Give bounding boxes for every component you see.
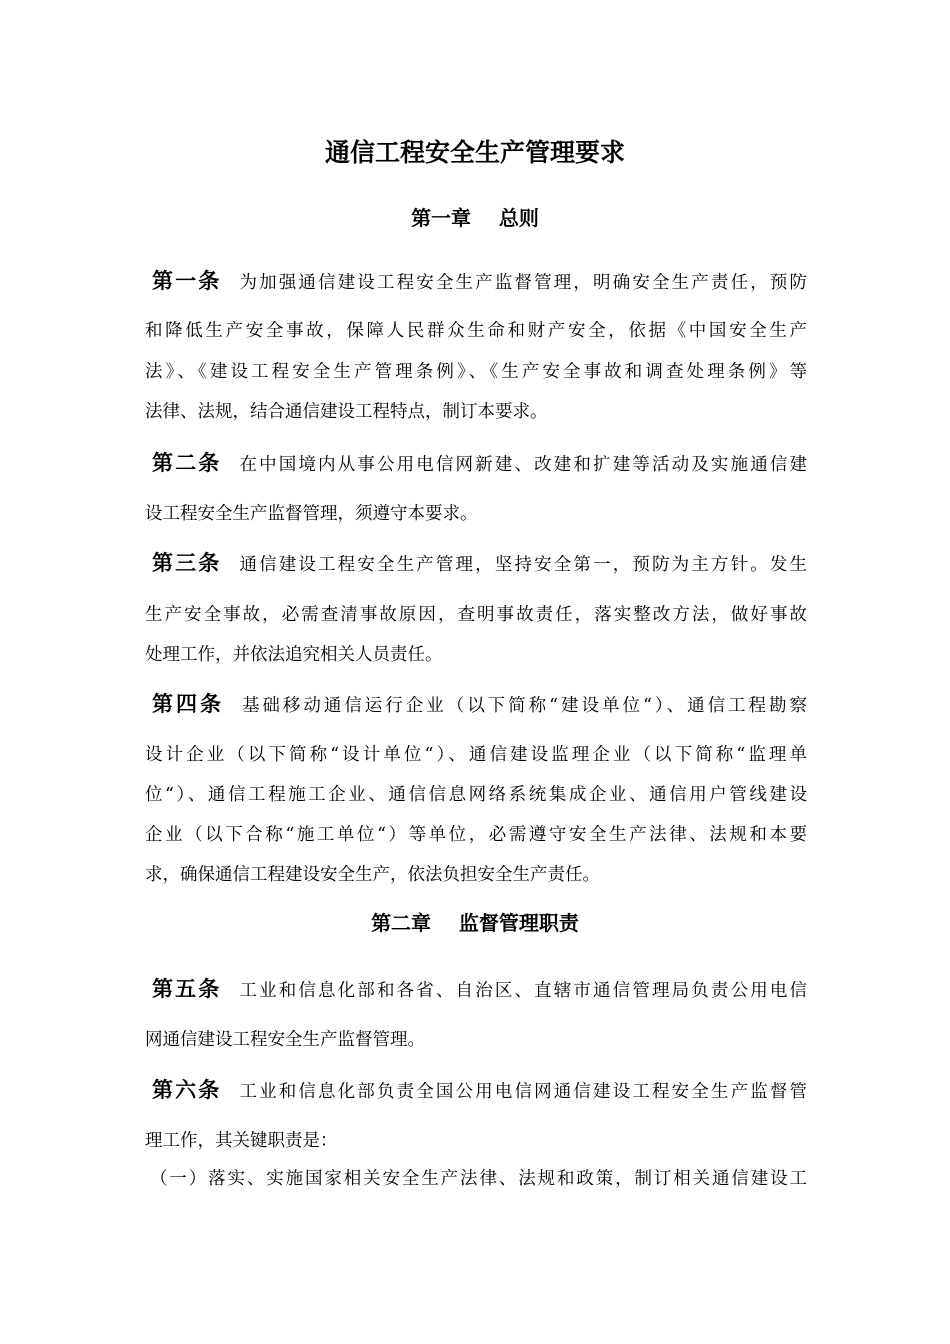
article-6-text-1: 工业和信息化部负责全国公用电信网通信建设工程安全生产监督管 [239,1082,807,1102]
article-1-text-1: 为加强通信建设工程安全生产监督管理，明确安全生产责任，预防 [239,273,807,293]
article-1-label: 第一条 [152,268,222,293]
article-6-line-1 [152,1077,807,1105]
article-4-line-1 [152,691,807,719]
article-5-line-1 [152,976,807,1004]
article-1-line-2: 和降低生产安全事故，保障人民群众生命和财产安全，依据《中国安全生产 [145,321,807,341]
article-1-line-1 [152,268,807,296]
article-3-label: 第三条 [152,550,222,575]
article-2-line-2: 设工程安全生产监督管理，须遵守本要求。 [145,504,478,524]
article-3-line-2: 生产安全事故，必需查清事故原因，查明事故责任，落实整改方法，做好事故 [145,605,807,625]
article-2-line-1 [152,450,807,478]
article-2-label: 第二条 [152,450,222,475]
article-4-text-1: 基础移动通信运行企业（以下简称“建设单位“）、通信工程勘察 [241,696,807,716]
article-5-label: 第五条 [152,976,222,1001]
article-6-label: 第六条 [152,1077,222,1102]
article-4-line-5: 求，确保通信工程建设安全生产，依法负担安全生产责任。 [145,865,600,885]
list-item-1-line-1: （一）落实、实施国家相关安全生产法律、法规和政策，制订相关通信建设工 [150,1169,807,1189]
article-1-line-4: 法律、法规，结合通信建设工程特点，制订本要求。 [145,402,548,422]
article-6-line-2: 理工作，其关键职责是： [145,1131,338,1151]
article-4-line-4: 企业（以下合称“施工单位“）等单位，必需遵守安全生产法律、法规和本要 [145,825,807,845]
article-5-line-2: 网通信建设工程安全生产监督管理。 [145,1030,425,1050]
article-3-line-3: 处理工作，并依法追究相关人员责任。 [145,645,443,665]
article-5-text-1: 工业和信息化部和各省、自治区、直辖市通信管理局负责公用电信 [239,981,807,1001]
article-4-line-2: 设计企业（以下简称“设计单位“）、通信建设监理企业（以下简称“监理单 [145,745,807,765]
article-3-line-1 [152,550,807,578]
chapter-heading-2: 第二章 监督管理职责 [371,911,579,935]
document-title: 通信工程安全生产管理要求 [324,138,625,167]
article-4-label: 第四条 [152,691,224,716]
article-1-line-3: 法》、《建设工程安全生产管理条例》、《生产安全事故和调查处理条例》等 [145,362,807,382]
article-4-line-3: 位“）、通信工程施工企业、通信信息网络系统集成企业、通信用户管线建设 [145,785,807,805]
article-3-text-1: 通信建设工程安全生产管理，坚持安全第一，预防为主方针。发生 [239,555,807,575]
article-2-text-1: 在中国境内从事公用电信网新建、改建和扩建等活动及实施通信建 [239,455,807,475]
chapter-heading-1: 第一章 总则 [411,206,539,230]
